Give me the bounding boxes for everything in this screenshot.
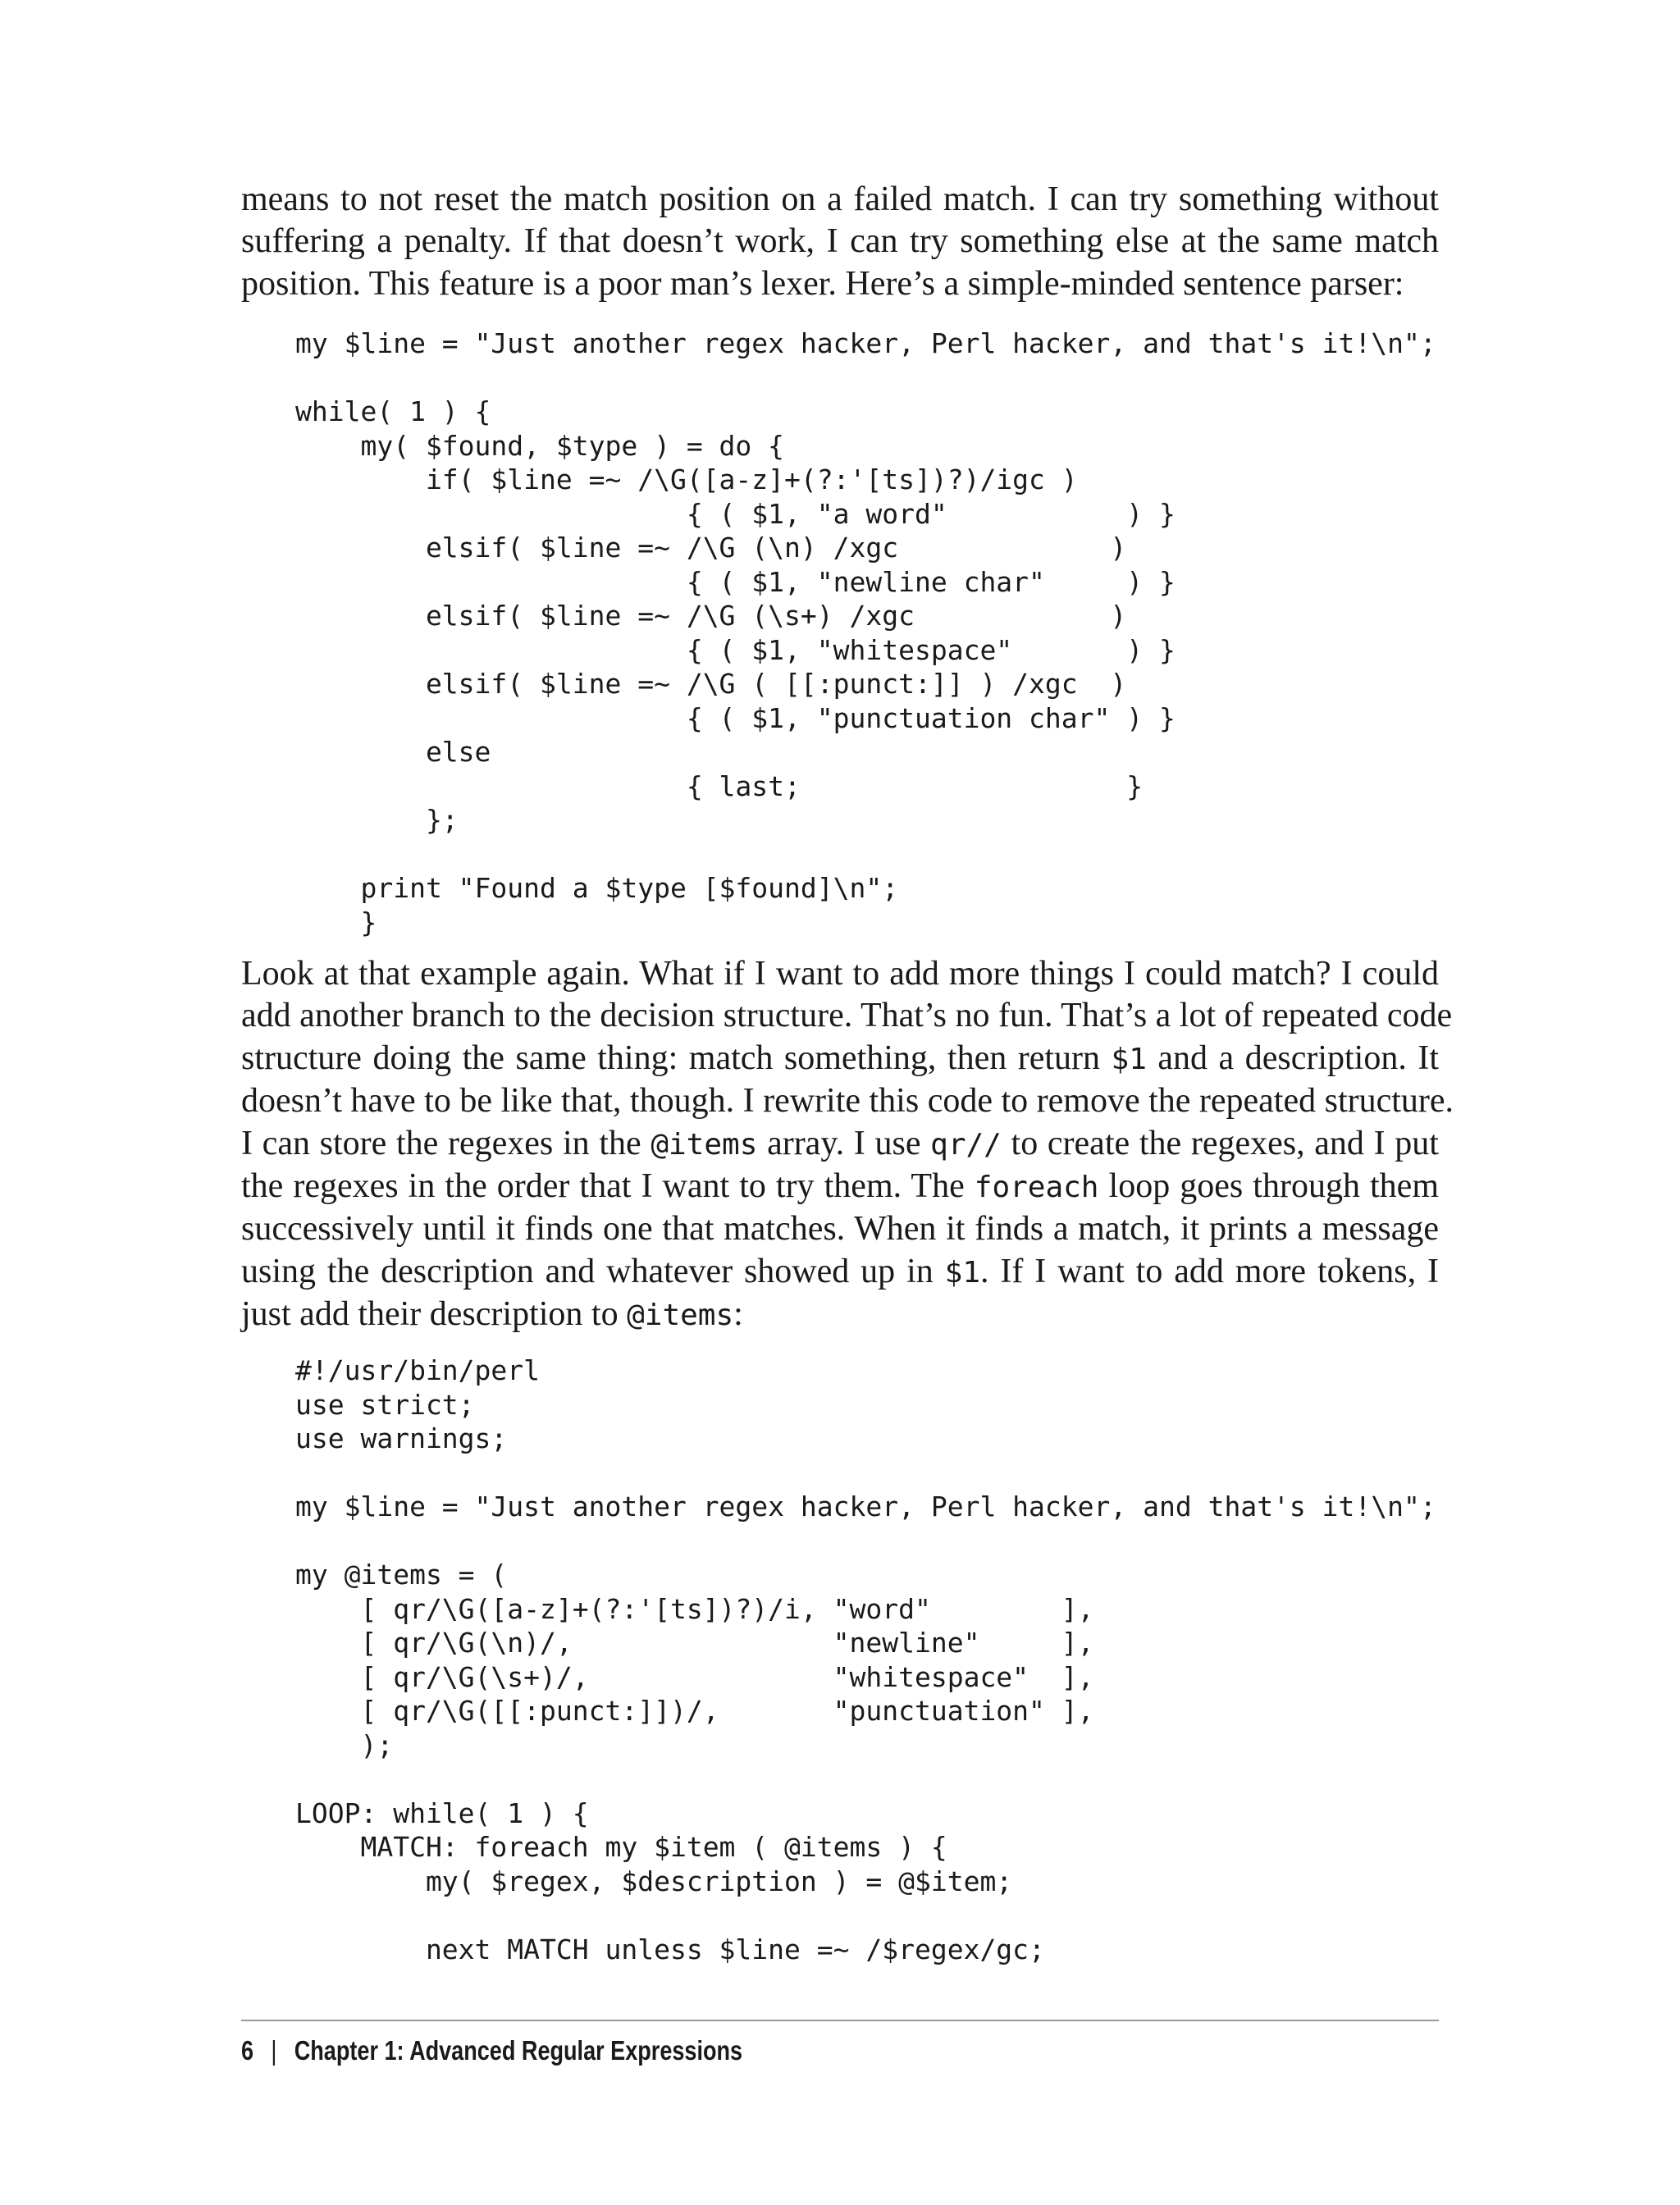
explanation-paragraph (241, 953, 1454, 1337)
inline-code: @items (651, 1127, 758, 1162)
paragraph-line: suffering a penalty. If that doesn’t work, I can try something else at the same match (241, 222, 1439, 261)
code-listing-sentence-parser: my $line = "Just another regex hacker, Perl hacker, and that's it!\n"; while( 1 ) { my( $found, $type ) = do { if( $line =~ /\G([a-z]+(?:'[ts])?)/igc ) { ( $1, "a word" ) } elsif( $line =~ /\G (\n) /xgc ) { ( $1, "newline char" ) } elsif( $line =~ /\G (\s+) /xgc ) { ( $1, "whitespace" ) } elsif( $line =~ /\G ( [[:punct:]] ) /xgc ) { ( $1, "punctuation char" ) } else { last; } }; print "Found a $type [$found]\n"; } (295, 327, 1436, 938)
inline-code: foreach (974, 1171, 1099, 1205)
page-number: 6 (241, 2035, 254, 2066)
inline-code: $1 (944, 1255, 980, 1290)
paragraph-line: using the description and whatever showed up in $1. If I want to add more tokens, I (241, 1252, 1439, 1290)
paragraph-line: just add their description to @items: (241, 1295, 743, 1334)
paragraph-line: Look at that example again. What if I want to add more things I could match? I could (241, 955, 1439, 993)
page-footer (241, 2034, 742, 2067)
paragraph-line: I can store the regexes in the @items array. I use qr// to create the regexes, and I put (241, 1124, 1439, 1162)
paragraph-line: structure doing the same thing: match something, then return $1 and a description. It (241, 1039, 1439, 1077)
inline-code: $1 (1111, 1042, 1147, 1076)
footer-divider (241, 2020, 1439, 2021)
paragraph-line: position. This feature is a poor man’s lexer. Here’s a simple-minded sentence parser: (241, 264, 1404, 303)
inline-code: qr// (930, 1127, 1002, 1162)
paragraph-line: successively until it finds one that matches. When it finds a match, it prints a message (241, 1210, 1439, 1249)
paragraph-line: add another branch to the decision structure. That’s no fun. That’s a lot of repeated code (241, 997, 1453, 1035)
inline-code: @items (627, 1299, 734, 1333)
paragraph-line: the regexes in the order that I want to try them. The foreach loop goes through them (241, 1167, 1439, 1206)
footer-separator: | (271, 2035, 277, 2066)
paragraph-line: means to not reset the match position on a failed match. I can try something without (241, 180, 1439, 218)
code-listing-items-lexer: #!/usr/bin/perl use strict; use warnings; my $line = "Just another regex hacker, Perl hacker, and that's it!\n"; my @items = ( [ qr/\G([a-z]+(?:'[ts])?)/i, "word" ], [ qr/\G(\n)/, "newline" ], [ qr/\G(\s+)/, "whitespace" ], [ qr/\G([[:punct:]])/, "punctuation" ], ); LOOP: while( 1 ) { MATCH: foreach my $item ( @items ) { my( $regex, $description ) = @$item; next MATCH unless $line =~ /$regex/gc; (295, 1354, 1436, 1965)
intro-paragraph (241, 179, 1439, 305)
paragraph-line: doesn’t have to be like that, though. I rewrite this code to remove the repeated structure. (241, 1082, 1454, 1121)
chapter-title: Chapter 1: Advanced Regular Expressions (294, 2035, 743, 2066)
